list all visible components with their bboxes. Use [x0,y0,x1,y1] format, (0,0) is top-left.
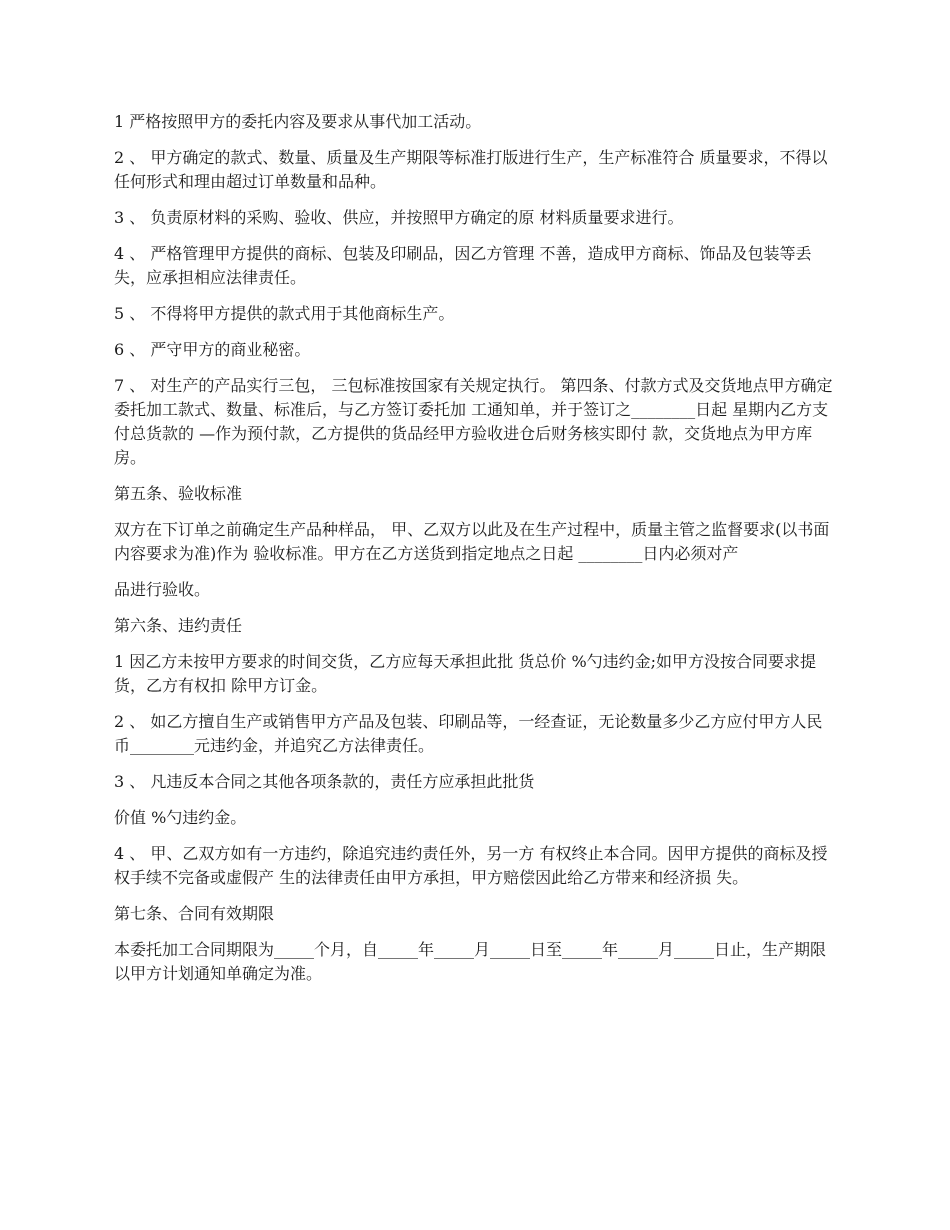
clause-3: 3 、 负责原材料的采购、验收、供应，并按照甲方确定的原 材料质量要求进行。 [114,208,684,227]
clause-4: 4 、 严格管理甲方提供的商标、包装及印刷品，因乙方管理 不善，造成甲方商标、饰品及包装等丢失，应承担相应法律责任。 [114,244,812,287]
section-heading-5: 第五条、验收标准 [114,484,243,503]
clause-5: 5 、 不得将甲方提供的款式用于其他商标生产。 [114,304,455,323]
acceptance-continuation: 品进行验收。 [114,580,211,599]
document-page [114,110,834,998]
clause-2: 2 、 甲方确定的款式、数量、质量及生产期限等标准打版进行生产，生产标准符合 质量要求，不得以任何形式和理由超过订单数量和品种。 [114,148,828,191]
liability-clause-3: 3 、 凡违反本合同之其他各项条款的，责任方应承担此批货 [114,772,535,791]
section-heading-6: 第六条、违约责任 [114,616,243,635]
clause-7-payment: 7 、 对生产的产品实行三包， 三包标准按国家有关规定执行。 第四条、付款方式及交货地点甲方确定委托加工款式、数量、标准后，与乙方签订委托加 工通知单，并于签订之________日起 星期内乙方支付总货款的 —作为预付款，乙方提供的货品经甲方验收进仓后财务核实即付 款，交货地点为甲方库房。 [114,376,833,467]
liability-clause-1: 1 因乙方未按甲方要求的时间交货，乙方应每天承担此批 货总价 %勺违约金;如甲方没按合同要求提货，乙方有权扣 除甲方订金。 [114,652,817,695]
liability-clause-2: 2 、 如乙方擅自生产或销售甲方产品及包装、印刷品等，一经查证，无论数量多少乙方应付甲方人民币________元违约金，并追究乙方法律责任。 [114,712,823,755]
clause-1: 1 严格按照甲方的委托内容及要求从事代加工活动。 [114,112,482,131]
section-heading-7: 第七条、合同有效期限 [114,904,275,923]
liability-clause-4: 4 、 甲、乙双方如有一方违约，除追究违约责任外，另一方 有权终止本合同。因甲方提供的商标及授权手续不完备或虚假产 生的法律责任由甲方承担，甲方赔偿因此给乙方带来和经济损 失。 [114,844,828,887]
acceptance-paragraph: 双方在下订单之前确定生产品种样品， 甲、乙双方以此及在生产过程中，质量主管之监督要求(以书面内容要求为准)作为 验收标准。甲方在乙方送货到指定地点之日起 ________日内必须对产 [114,520,830,563]
clause-6: 6 、 严守甲方的商业秘密。 [114,340,311,359]
term-paragraph: 本委托加工合同期限为_____个月，自_____年_____月_____日至_____年_____月_____日止，生产期限以甲方计划通知单确定为准。 [114,940,827,983]
liability-clause-3-continuation: 价值 %勺违约金。 [114,808,247,827]
